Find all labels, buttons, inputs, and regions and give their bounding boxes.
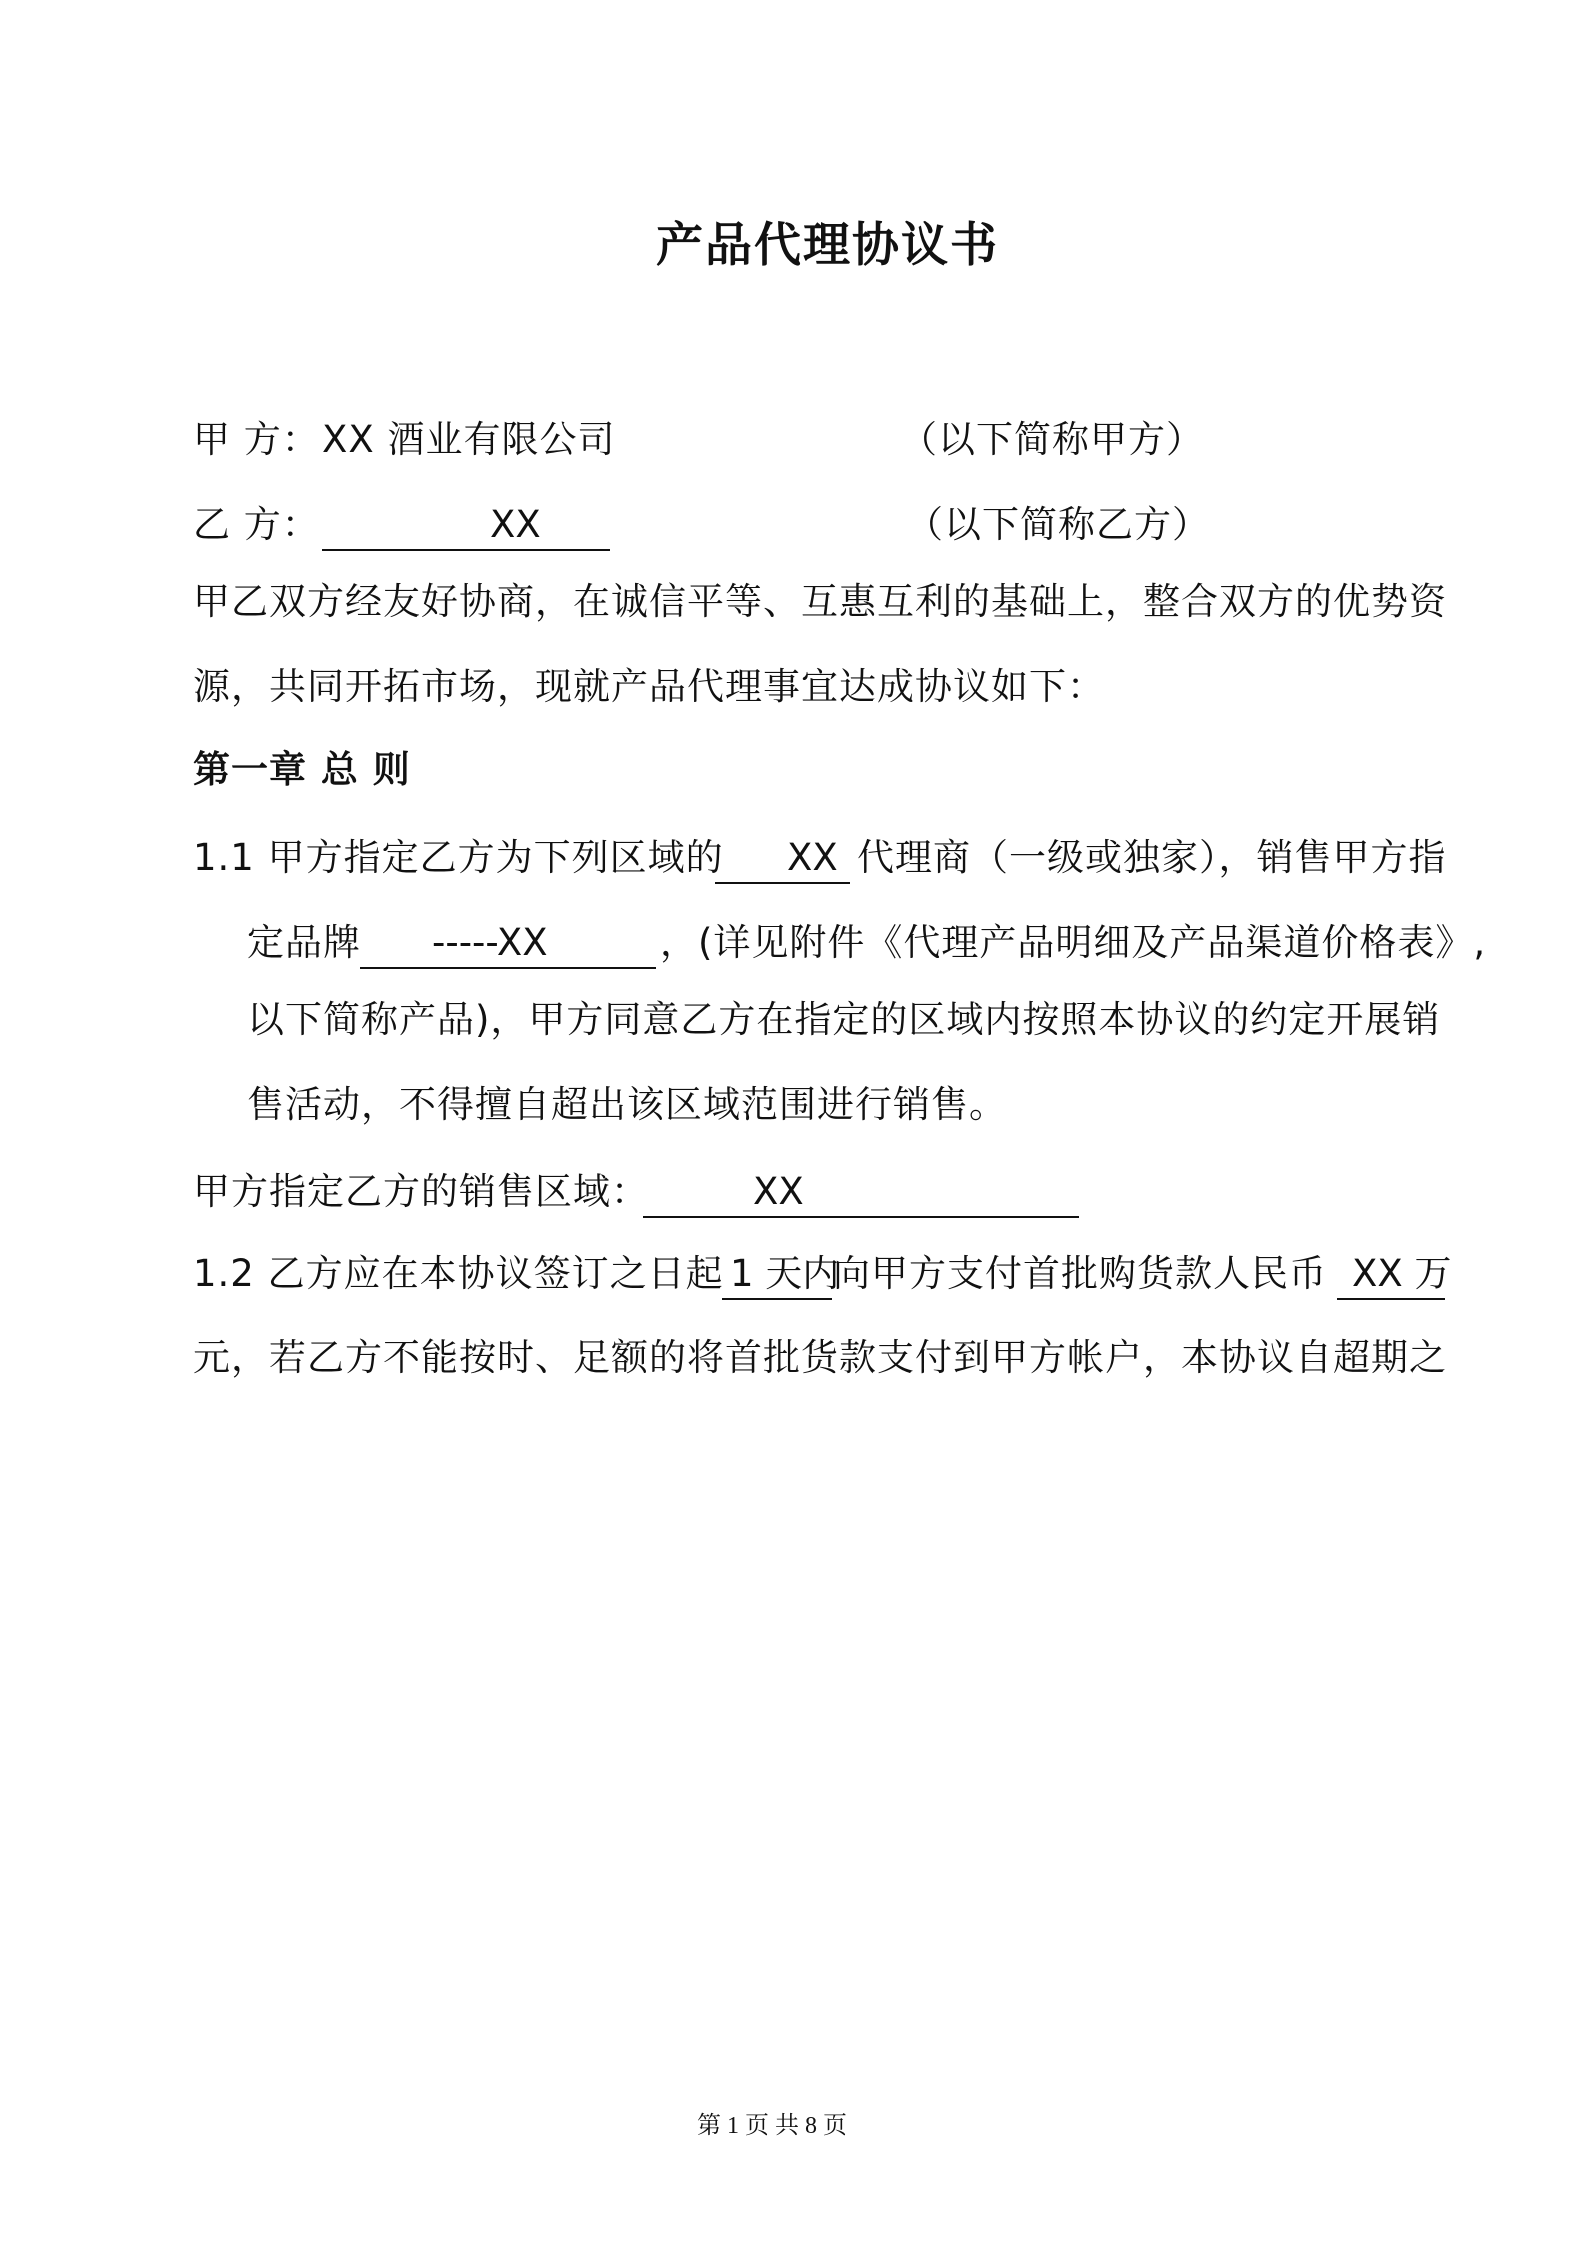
clause-1-2-prefix: 1.2 乙方应在本协议签订之日起 — [193, 1252, 724, 1295]
page-footer: 第 1 页 共 8 页 — [697, 2113, 847, 2139]
intro-line-2: 源，共同开拓市场，现就产品代理事宜达成协议如下： — [193, 665, 1105, 708]
clause-1-1-line-2-prefix: 定品牌 — [247, 921, 361, 964]
clause-1-1-line-4: 售活动，不得擅自超出该区域范围进行销售。 — [247, 1083, 1007, 1126]
sales-region-underline — [643, 1216, 1079, 1218]
clause-1-1-line-3: 以下简称产品)，甲方同意乙方在指定的区域内按照本协议的约定开展销 — [247, 998, 1441, 1041]
intro-line-1: 甲乙双方经友好协商，在诚信平等、互惠互利的基础上，整合双方的优势资 — [193, 580, 1447, 623]
party-a-name: XX 酒业有限公司 — [322, 418, 616, 461]
party-b-label: 乙 方： — [193, 503, 320, 546]
days-value: 1 天内 — [730, 1252, 840, 1295]
clause-1-1-after-region: 代理商（一级或独家），销售甲方指 — [857, 836, 1447, 879]
amount-value: XX 万 — [1352, 1252, 1452, 1295]
party-a-note: （以下简称甲方） — [900, 418, 1204, 461]
party-b-underline — [322, 549, 610, 551]
region-underline — [715, 882, 850, 884]
region-value: XX — [787, 836, 838, 879]
days-underline — [722, 1298, 832, 1300]
sales-region-label: 甲方指定乙方的销售区域： — [193, 1170, 649, 1213]
clause-1-2-line-2: 元，若乙方不能按时、足额的将首批货款支付到甲方帐户，本协议自超期之 — [193, 1336, 1447, 1379]
party-b-name: XX — [490, 503, 541, 546]
clause-1-1-prefix: 1.1 甲方指定乙方为下列区域的 — [193, 836, 724, 879]
brand-value: -----XX — [432, 921, 548, 964]
document-title: 产品代理协议书 — [656, 218, 999, 273]
party-a-label: 甲 方： — [193, 418, 320, 461]
clause-1-2-middle: 向甲方支付首批购货款人民币 — [833, 1252, 1327, 1295]
sales-region-value: XX — [753, 1170, 804, 1213]
chapter-heading: 第一章 总 则 — [193, 748, 411, 791]
amount-underline — [1337, 1298, 1445, 1300]
party-b-note: （以下简称乙方） — [906, 503, 1210, 546]
brand-underline — [360, 967, 656, 969]
clause-1-1-line-2-suffix: ，(详见附件《代理产品明细及产品渠道价格表》, — [660, 921, 1487, 964]
